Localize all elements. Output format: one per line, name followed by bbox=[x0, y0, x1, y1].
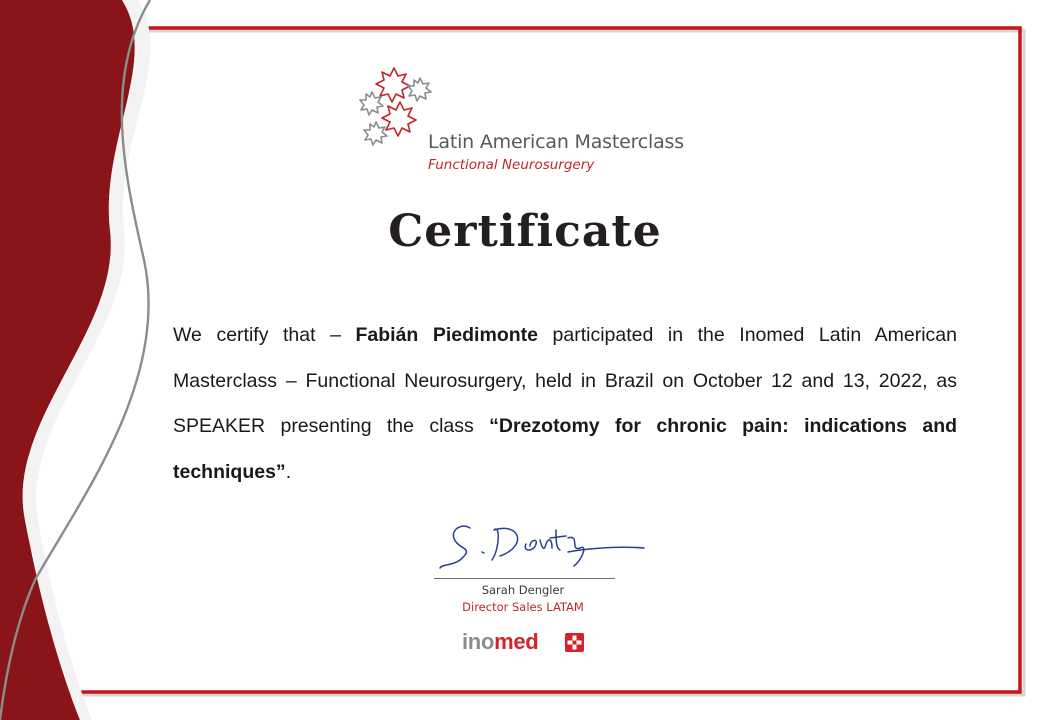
brand-part-med: med bbox=[494, 629, 539, 654]
event-logo-subtitle: Functional Neurosurgery bbox=[428, 157, 595, 173]
class-title: “Drezotomy for chronic pain: indications and techniques” bbox=[173, 415, 958, 483]
brand-part-ino: ino bbox=[462, 629, 495, 654]
body-text-intro: We certify that – bbox=[173, 324, 356, 346]
left-swoosh-panel bbox=[0, 0, 135, 720]
signature-line bbox=[434, 578, 615, 579]
body-text-end: . bbox=[285, 460, 292, 483]
event-logo-title: Latin American Masterclass bbox=[428, 131, 684, 153]
certificate-title: Certificate bbox=[388, 206, 662, 257]
inomed-logo bbox=[462, 629, 602, 659]
event-logo bbox=[358, 64, 698, 182]
body-text-main: participated in the Inomed Latin American Masterclass – Functional Neurosurgery, held in Brazil on October 12 and 13, 2022, as SPEAKER presenting the class bbox=[173, 324, 958, 437]
inomed-cross-icon bbox=[565, 633, 584, 652]
handwritten-signature bbox=[430, 508, 660, 588]
participant-name: Fabián Piedimonte bbox=[355, 324, 538, 346]
signer-name: Sarah Dengler bbox=[481, 583, 565, 597]
signer-role: Director Sales LATAM bbox=[462, 600, 584, 614]
certificate-body bbox=[173, 313, 957, 495]
inomed-wordmark bbox=[462, 629, 538, 655]
